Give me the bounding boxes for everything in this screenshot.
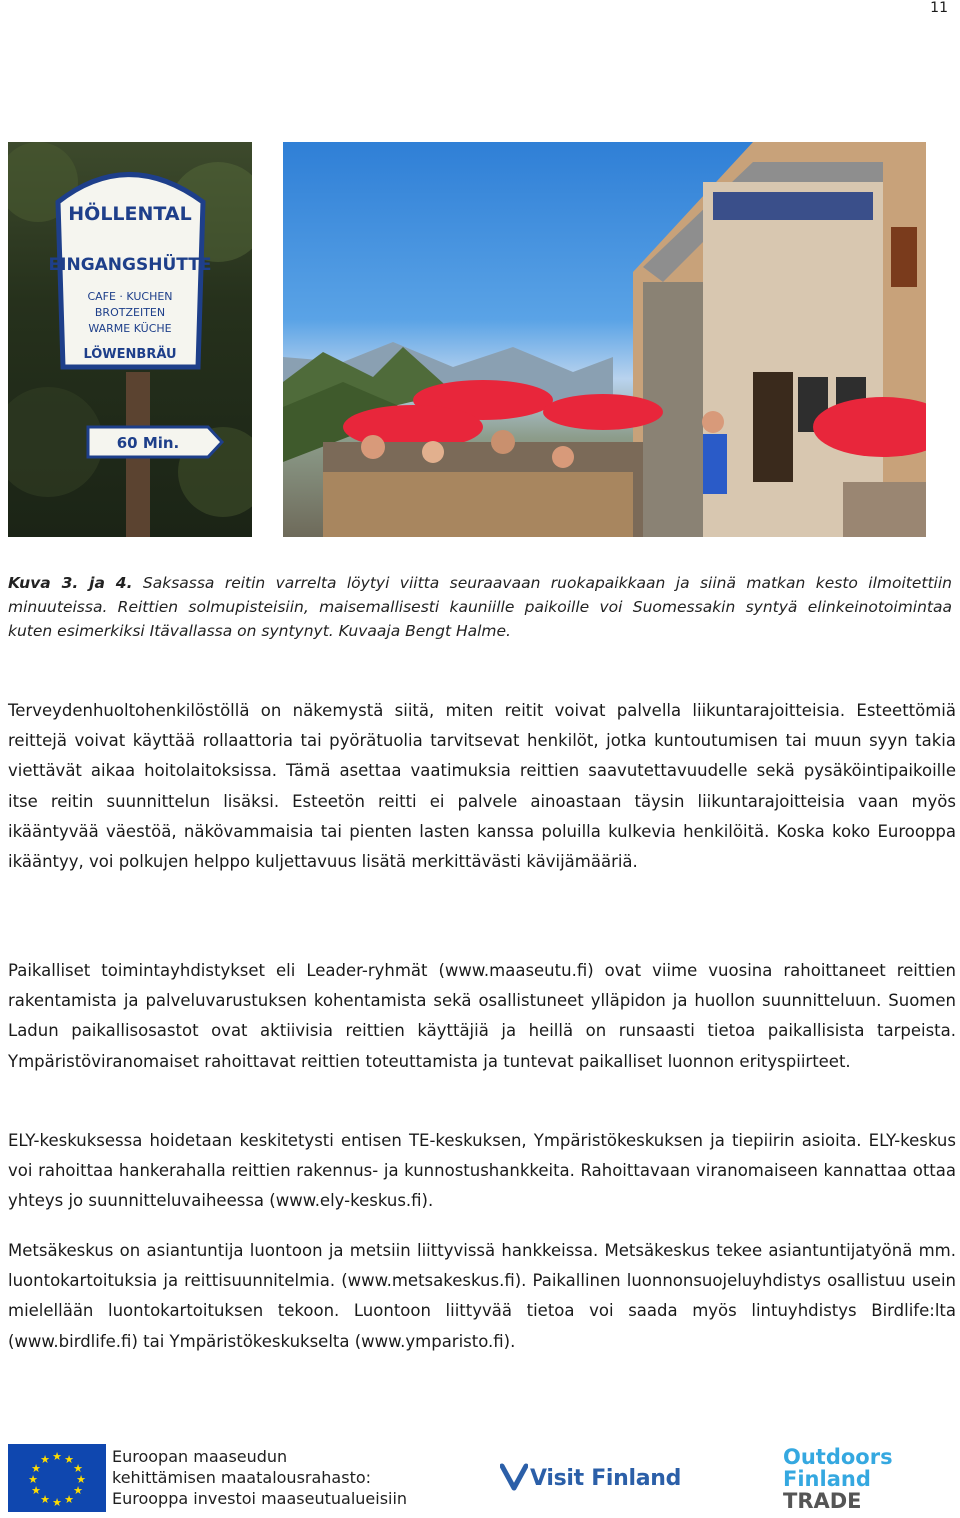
svg-text:★: ★ (64, 1493, 74, 1506)
sign-menu-1: CAFE · KUCHEN (87, 290, 173, 303)
sign-menu-3: WARME KÜCHE (88, 322, 172, 335)
paragraph-4: Metsäkeskus on asiantuntija luontoon ja metsiin liittyvissä hankkeissa. Metsäkeskus tekee asiantuntijatyönä mm. luontokartoituksia ja reittisuunnitelmia. (www.metsakeskus.fi). Paikallinen luonnonsuojeluyhdistys osallistuu usein mielellään luontokartoituksen tekoon. Luontoon liittyvää tietoa voi saada myös lintuyhdistys Birdlife:lta (www.birdlife.fi) tai Ympäristökeskukselta (www.ymparisto.fi). (8, 1241, 956, 1351)
sign-arrow-text: 60 Min. (116, 434, 180, 452)
eu-fund-text (112, 1446, 407, 1509)
paragraph-1: Terveydenhuoltohenkilöstöllä on näkemystä siitä, miten reitit voivat palvella liikuntarajoitteisia. Esteettömiä reittejä voivat käyttää rollaattoria tai pyörätuolia tarvitsevat henkilöt, jotka kuntoutumisen tai muun syyn takia viettävät aikaa hoitolaitoksissa. Tämä asettaa vaatimuksia reittien saavutettavuudelle sekä pysäköintipaikoille itse reitin suunnittelun lisäksi. Esteetön reitti ei palvele ainoastaan täysin liikuntarajoitteisia vaan myös ikääntyvää väestöä, näkövammaisia tai pienten lasten kanssa poluilla kulkevia henkilöitä. Koska koko Eurooppa ikääntyy, voi polkujen helppo kuljettavuus lisätä merkittävästi kävijämääriä. (8, 701, 956, 872)
ofd-line-2: Finland (783, 1467, 871, 1491)
svg-text:★: ★ (73, 1484, 83, 1497)
paragraph-3: ELY-keskuksessa hoidetaan keskitetysti entisen TE-keskuksen, Ympäristökeskuksen ja tiepiirin asioita. ELY-keskus voi rahoittaa hankerahalla reittien rakennus- ja kunnostushankkeita. Rahoittavaan viranomaiseen kannattaa ottaa yhteys jo suunnitteluvaiheessa (www.ely-keskus.fi). (8, 1131, 956, 1211)
svg-text:★: ★ (31, 1462, 41, 1475)
svg-text:★: ★ (64, 1453, 74, 1466)
figure-caption (8, 571, 952, 643)
sign-illustration (8, 142, 252, 537)
svg-text:★: ★ (52, 1450, 62, 1463)
ofd-line-3: TRADE (783, 1489, 862, 1513)
sign-title-1: HÖLLENTAL (68, 203, 192, 225)
svg-text:★: ★ (40, 1493, 50, 1506)
hut-illustration (283, 142, 926, 537)
svg-text:★: ★ (52, 1496, 62, 1509)
footer-logos (0, 1440, 960, 1518)
outdoors-finland-trade-logo (783, 1446, 893, 1512)
eu-line-1: Euroopan maaseudun (112, 1447, 288, 1466)
paragraph-2: Paikalliset toimintayhdistykset eli Leader-ryhmät (www.maaseutu.fi) ovat viime vuosina rahoittaneet reittien rakentamista ja palveluvarustuksen kohentamista sekä osallistuneet ylläpidon ja huollon suunnitteluun. Suomen Ladun paikallisosastot ovat aktiivisia reittien käyttäjiä ja heillä on runsaasti tietoa paikallisista tarpeista. Ympäristöviranomaiset rahoittavat reittien toteuttamista ja tuntevat paikalliset luonnon erityspiirteet. (8, 961, 956, 1071)
sign-brand: LÖWENBRÄU (83, 347, 177, 362)
visit-finland-text: Visit Finland (530, 1466, 682, 1491)
eu-line-3: Eurooppa investoi maaseutualueisiin (112, 1489, 408, 1508)
ofd-line-1: Outdoors (783, 1445, 893, 1469)
caption-label: Kuva 3. ja 4. (8, 574, 133, 592)
svg-text:★: ★ (28, 1473, 38, 1486)
visit-finland-logo-icon (500, 1462, 528, 1496)
svg-text:★: ★ (76, 1473, 86, 1486)
page-number: 11 (930, 0, 948, 16)
svg-text:★: ★ (40, 1453, 50, 1466)
eu-flag-icon (8, 1444, 106, 1512)
sign-title-2: EINGANGSHÜTTE (48, 255, 212, 275)
caption-text: Saksassa reitin varrelta löytyi viitta seuraavaan ruokapaikkaan ja siinä matkan kesto ilmoitettiin minuuteissa. Reittien solmupisteisiin, maisemallisesti kauniille paikoille voi Suomessakin syntyä elinkeinotoimintaa kuten esimerkiksi Itävallassa on syntynyt. Kuvaaja Bengt Halme. (8, 574, 952, 640)
sign-menu-2: BROTZEITEN (94, 306, 166, 319)
eu-line-2: kehittämisen maatalousrahasto: (112, 1468, 372, 1487)
photo-hollental-sign (8, 142, 252, 537)
photo-mountain-hut (283, 142, 926, 537)
svg-text:★: ★ (31, 1484, 41, 1497)
svg-text:★: ★ (73, 1462, 83, 1475)
